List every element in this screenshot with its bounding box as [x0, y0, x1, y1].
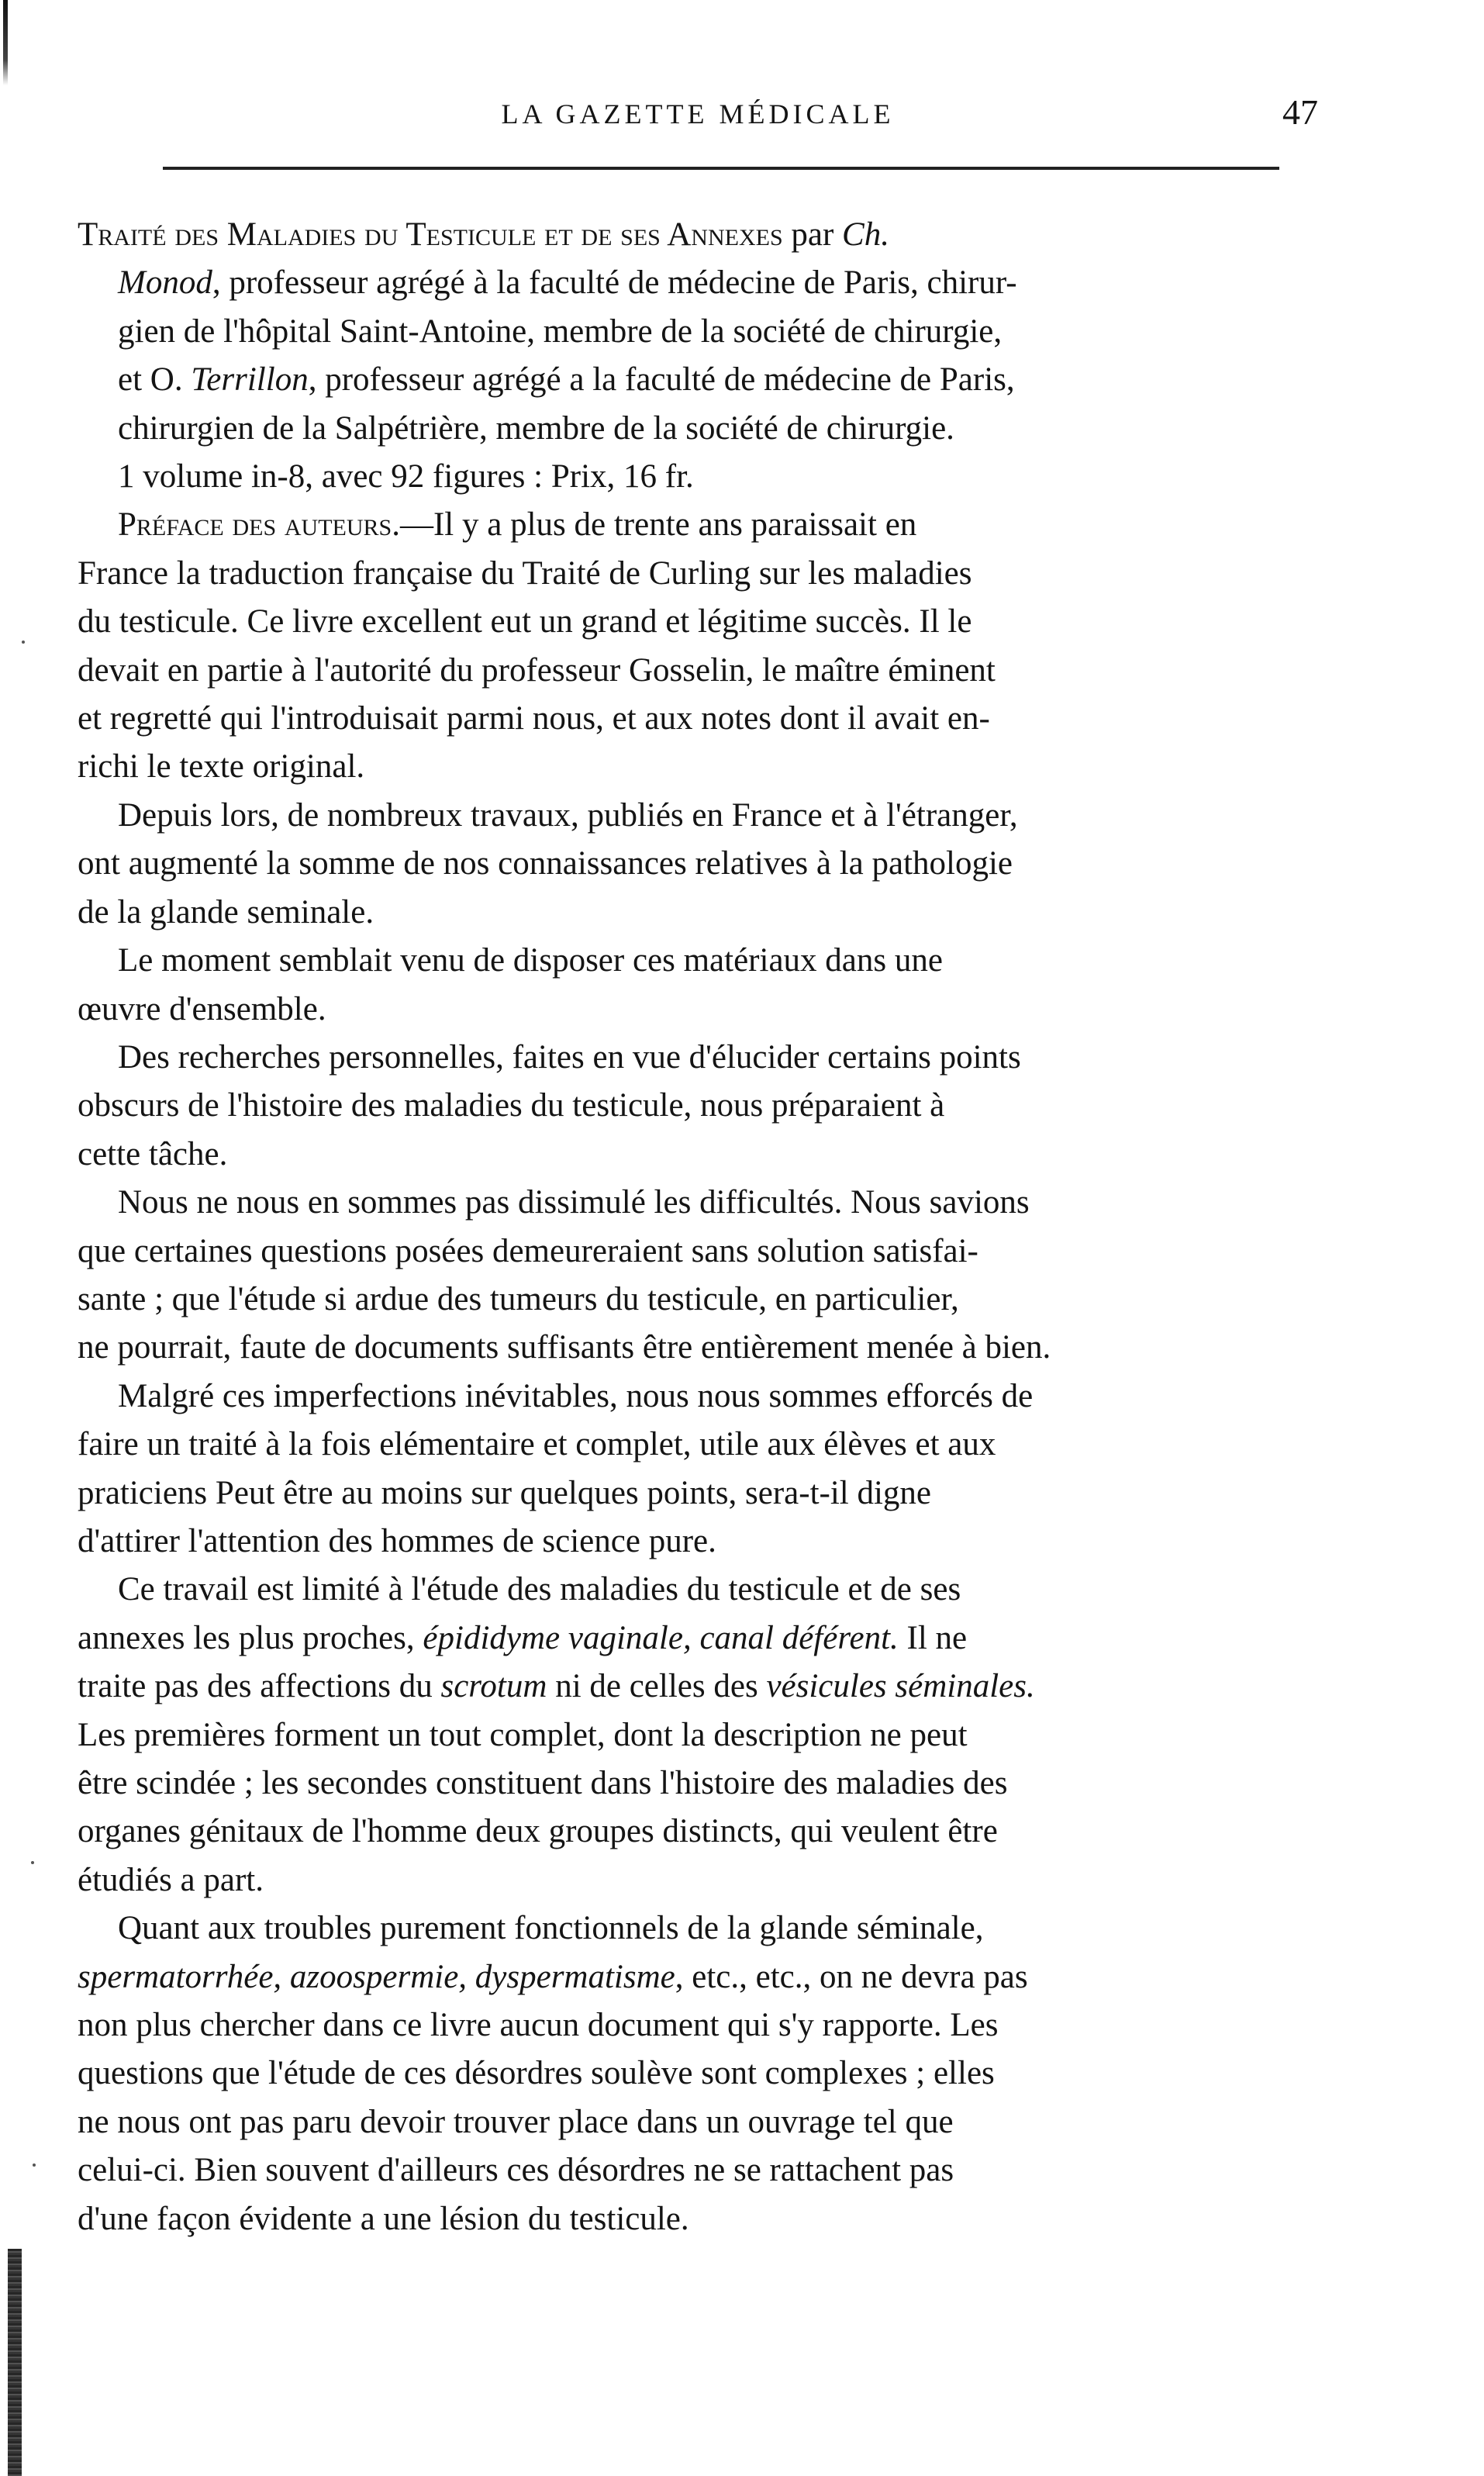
- text-line: 1 volume in-8, avec 92 figures : Prix, 16 fr.: [118, 458, 694, 496]
- text-line: d'une façon évidente a une lésion du testicule.: [78, 2200, 689, 2237]
- running-title: LA GAZETTE MÉDICALE: [501, 98, 895, 129]
- text-line: et O. Terrillon, professeur agrégé a la faculté de médecine de Paris,: [118, 361, 1015, 399]
- scan-binding-edge-bottom: [8, 2249, 22, 2476]
- text-line: France la traduction française du Traité de Curling sur les maladies: [78, 554, 972, 592]
- text-line: que certaines questions posées demeureraient sans solution satisfai-: [78, 1232, 978, 1269]
- text-line: Le moment semblait venu de disposer ces matériaux dans une: [118, 942, 943, 979]
- text-line: être scindée ; les secondes constituent dans l'histoire des maladies des: [78, 1765, 1008, 1801]
- scan-speck: [22, 641, 25, 644]
- scan-speck: [31, 1861, 34, 1864]
- text-line: organes génitaux de l'homme deux groupes distincts, qui veulent être: [78, 1813, 998, 1850]
- text-line: cette tâche.: [78, 1135, 228, 1172]
- text-line: de la glande seminale.: [78, 893, 374, 931]
- text-line: Des recherches personnelles, faites en vue d'élucider certains points: [118, 1038, 1021, 1076]
- text-line: étudiés a part.: [78, 1861, 264, 1898]
- text-line: faire un traité à la fois elémentaire et complet, utile aux élèves et aux: [78, 1426, 996, 1463]
- text-line: Quant aux troubles purement fonctionnels de la glande séminale,: [118, 1910, 984, 1947]
- text-line: Nous ne nous en sommes pas dissimulé les difficultés. Nous savions: [118, 1184, 1030, 1221]
- text-line: devait en partie à l'autorité du professeur Gosselin, le maître éminent: [78, 651, 996, 689]
- text-line: richi le texte original.: [78, 748, 365, 786]
- text-line: d'attirer l'attention des hommes de science pure.: [78, 1522, 716, 1559]
- text-line: ne pourrait, faute de documents suffisants être entièrement menée à bien.: [78, 1329, 1051, 1366]
- text-line: annexes les plus proches, épididyme vaginale, canal déférent. Il ne: [78, 1619, 968, 1656]
- header-rule: [163, 167, 1279, 170]
- text-line: Ce travail est limité à l'étude des maladies du testicule et de ses: [118, 1571, 961, 1608]
- text-line: Depuis lors, de nombreux travaux, publiés en France et à l'étranger,: [118, 796, 1018, 834]
- page-number: 47: [1282, 92, 1318, 132]
- text-line: questions que l'étude de ces désordres soulève sont complexes ; elles: [78, 2055, 995, 2092]
- text-line: Préface des auteurs.—Il y a plus de trente ans paraissait en: [118, 506, 917, 544]
- text-line: praticiens Peut être au moins sur quelques points, sera-t-il digne: [78, 1474, 932, 1511]
- text-line: gien de l'hôpital Saint-Antoine, membre de la société de chirurgie,: [118, 313, 1003, 350]
- text-line: œuvre d'ensemble.: [78, 990, 326, 1027]
- page-header: [78, 92, 1318, 138]
- text-line: obscurs de l'histoire des maladies du testicule, nous préparaient à: [78, 1087, 945, 1124]
- text-line: du testicule. Ce livre excellent eut un grand et légitime succès. Il le: [78, 603, 972, 641]
- text-line: Malgré ces imperfections inévitables, nous nous sommes efforcés de: [118, 1377, 1034, 1414]
- text-line: Monod, professeur agrégé à la faculté de médecine de Paris, chirur-: [118, 264, 1017, 302]
- text-line: Les premières forment un tout complet, dont la description ne peut: [78, 1716, 968, 1753]
- text-line: spermatorrhée, azoospermie, dyspermatisme, etc., etc., on ne devra pas: [78, 1958, 1028, 1995]
- text-line: celui-ci. Bien souvent d'ailleurs ces désordres ne se rattachent pas: [78, 2152, 954, 2189]
- text-line: sante ; que l'étude si ardue des tumeurs du testicule, en particulier,: [78, 1280, 959, 1317]
- text-line: et regretté qui l'introduisait parmi nous, et aux notes dont il avait en-: [78, 700, 990, 737]
- text-line: Traité des Maladies du Testicule et de ses Annexes par Ch.: [78, 216, 889, 253]
- text-line: chirurgien de la Salpétrière, membre de la société de chirurgie.: [118, 409, 954, 447]
- text-line: ne nous ont pas paru devoir trouver place dans un ouvrage tel que: [78, 2103, 954, 2140]
- text-line: non plus chercher dans ce livre aucun document qui s'y rapporte. Les: [78, 2007, 999, 2044]
- scan-speck: [33, 2163, 36, 2167]
- scan-binding-edge: [3, 0, 8, 85]
- article-body: [78, 211, 1283, 2243]
- text-line: traite pas des affections du scrotum ni de celles des vésicules séminales.: [78, 1668, 1035, 1705]
- text-line: ont augmenté la somme de nos connaissances relatives à la pathologie: [78, 845, 1013, 882]
